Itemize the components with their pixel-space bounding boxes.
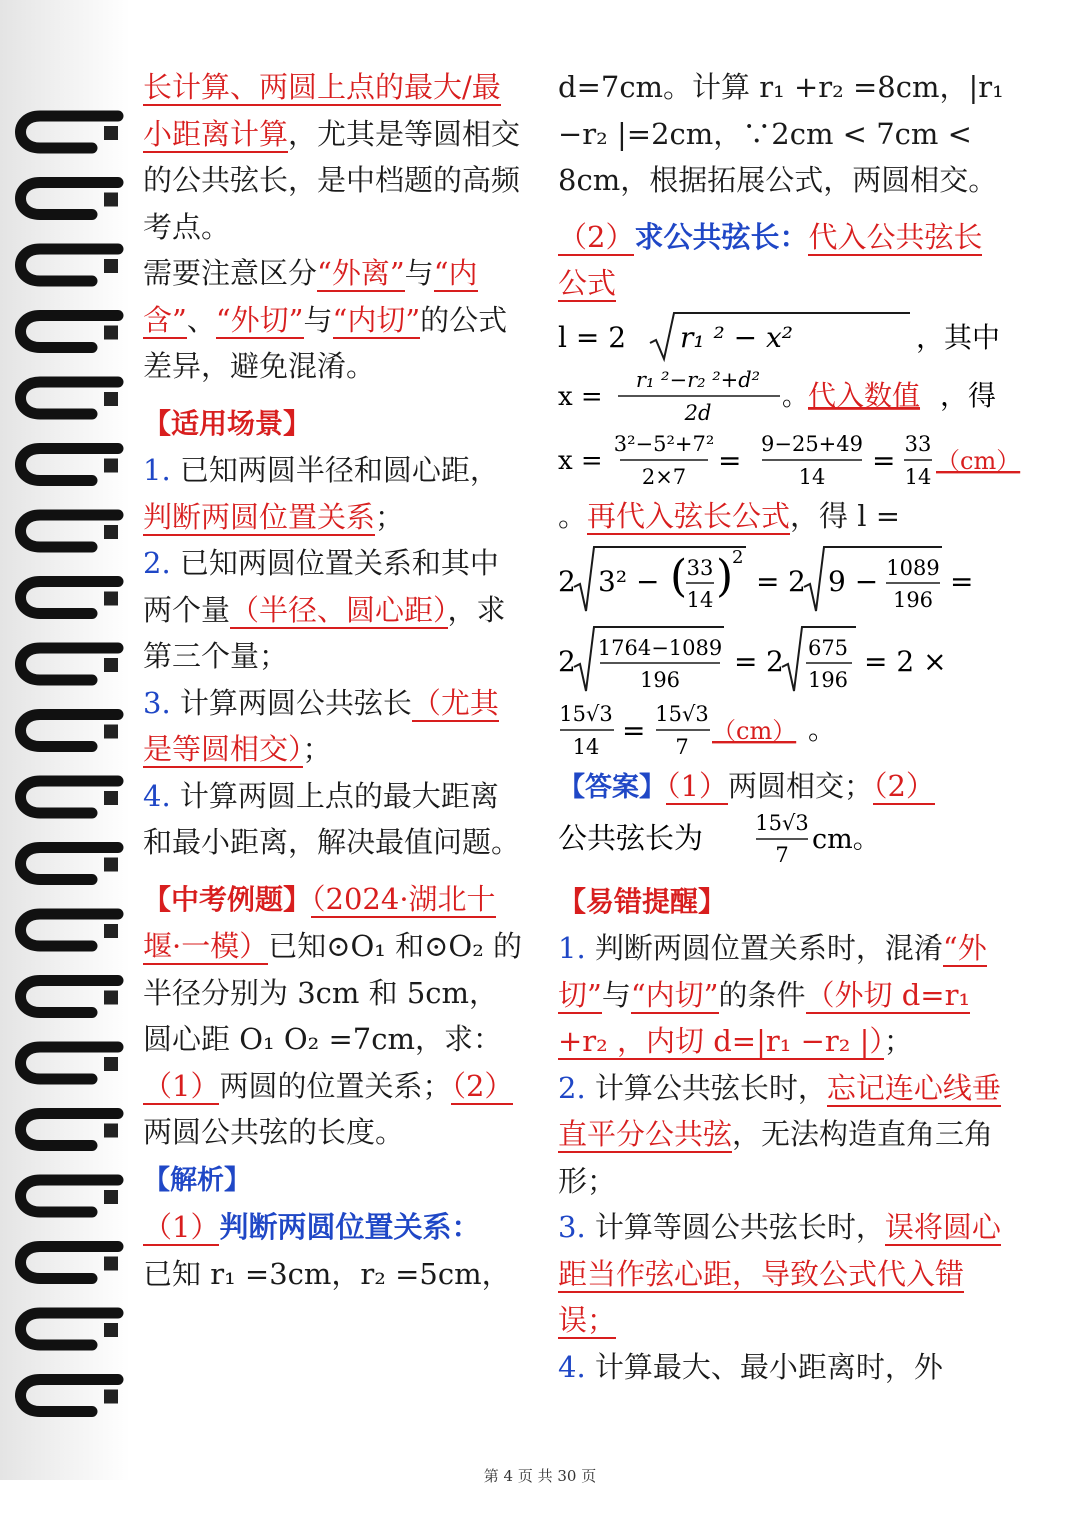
fraction-numerator: r₁ ²−r₂ ²+d²: [635, 367, 761, 392]
step2-title-line: [558, 214, 1010, 307]
mistake-item-3: [558, 1204, 1010, 1344]
text: 与: [601, 977, 631, 1012]
binding-hole: [104, 725, 118, 739]
step-marker: （1）: [143, 1210, 220, 1244]
binding-hole: [104, 326, 118, 340]
text: 已知两圆半径和圆心距，: [170, 453, 499, 487]
highlight: 代入公共弦长公式: [558, 219, 983, 300]
binding-hole: [104, 193, 118, 207]
binding-hole: [104, 1390, 118, 1404]
fraction-denominator: 2d: [684, 400, 712, 425]
equals-sign: =: [718, 443, 742, 477]
item-number: 4.: [143, 778, 171, 813]
equals-sign: =: [622, 714, 646, 747]
text: 计算两圆上点的最大距离和最小距离，解决最值问题。: [143, 778, 521, 859]
fraction-denominator: 14: [904, 464, 932, 489]
highlight: （尤其是等圆相交）: [143, 685, 499, 766]
binding-hole: [104, 459, 118, 473]
scenario-item-4: [143, 773, 523, 866]
fraction-numerator: 1089: [886, 556, 940, 580]
binding-hole: [104, 1190, 118, 1204]
text: 。: [558, 498, 588, 533]
highlight: 判断两圆位置关系: [143, 499, 376, 534]
fraction-numerator: 15√3: [755, 810, 809, 835]
highlight: （半径、圆心距）: [230, 592, 448, 627]
unit: （cm）: [936, 446, 1021, 475]
example-heading: 【中考例题】: [143, 882, 312, 916]
fraction-denominator: 14: [798, 464, 826, 489]
intro-rest: ，尤其是等圆相交的公共弦长，是中档题的高频考点。: [143, 116, 521, 244]
binding-hole: [104, 658, 118, 672]
spiral-ring: [21, 382, 119, 414]
scenarios-heading: 【适用场景】: [143, 406, 312, 440]
binding-hole: [104, 259, 118, 273]
item-number: 2.: [143, 546, 171, 580]
spiral-rings: [0, 0, 130, 1480]
left-column: [143, 64, 523, 1297]
times-expression: = 2 ×: [864, 645, 947, 678]
term-neiqie: “内切”: [332, 302, 421, 337]
spiral-ring: [21, 1247, 119, 1279]
binding-hole: [104, 126, 118, 140]
distinction-paragraph: [143, 250, 523, 390]
term-waiqie: “外切”: [215, 302, 304, 337]
text: 。: [808, 713, 837, 746]
term-neiqie: “内切”: [630, 977, 719, 1012]
text: 与: [303, 302, 333, 337]
answer-heading: 【答案】: [558, 772, 666, 803]
analysis-heading: 【解析】: [143, 1164, 251, 1196]
item-number: 1.: [143, 453, 171, 487]
formula-radicand: r₁ ² − x²: [680, 320, 794, 354]
binding-hole: [104, 791, 118, 805]
highlight: 代入数值: [808, 378, 921, 412]
spiral-ring: [21, 449, 119, 481]
text: 判断两圆位置关系时，混淆: [585, 931, 943, 965]
equals-sign: =: [734, 645, 758, 678]
fraction-denominator: 196: [892, 588, 934, 612]
unit: cm。: [812, 823, 880, 855]
example-source: （2024·湖北十堰·一模）: [143, 881, 496, 963]
mistakes-heading: 【易错提醒】: [558, 884, 727, 918]
spiral-ring: [21, 1047, 119, 1079]
text: 计算公共弦长时，: [585, 1070, 827, 1105]
text: 公共弦长为: [558, 820, 704, 855]
binding-hole: [104, 858, 118, 872]
paren-close: ): [716, 551, 734, 602]
text: 计算等圆公共弦长时，: [585, 1210, 885, 1244]
fraction-numerator: 9−25+49: [761, 431, 863, 456]
binding-hole: [104, 392, 118, 406]
spiral-ring: [21, 116, 119, 148]
text: 需要注意区分: [143, 256, 318, 290]
spiral-ring: [21, 781, 119, 813]
spiral-ring: [21, 582, 119, 614]
fraction-numerator: 3²−5²+7²: [613, 431, 715, 456]
text: 已知两圆位置关系和其中两个量: [143, 546, 499, 627]
question-marker: （2）: [451, 1068, 514, 1103]
text: 两圆公共弦的长度。: [143, 1115, 405, 1149]
text: 两圆相交；: [727, 769, 873, 803]
item-number: 3.: [143, 685, 171, 720]
spiral-ring: [21, 648, 119, 680]
fraction-denominator: 14: [686, 588, 714, 612]
mistake-item-2: [558, 1065, 1010, 1205]
text: ，得: [940, 378, 997, 412]
text: 、: [186, 302, 216, 337]
coefficient: 2: [766, 645, 784, 678]
unit: （cm）: [712, 717, 797, 745]
text: 两圆的位置关系；: [219, 1068, 452, 1103]
highlight: 误将圆心距当作弦心距，导致公式代入错误；: [558, 1210, 1001, 1337]
fraction-denominator: 2×7: [641, 464, 687, 489]
text: ，其中: [916, 320, 1001, 354]
fraction-denominator: 7: [775, 842, 789, 867]
chord-calc-line-1: [558, 539, 1010, 619]
formula-lhs: x =: [558, 445, 603, 476]
exponent: 2: [732, 547, 744, 568]
step1-title-line: [143, 1204, 523, 1251]
step1-continued: d=7cm。计算 r₁ +r₂ =8cm，|r₁ −r₂ |=2cm，∵2cm < 7cm < 8cm，根据拓展公式，两圆相交。: [558, 70, 1004, 197]
spiral-binding: [0, 0, 130, 1480]
spiral-ring: [21, 1114, 119, 1146]
fraction-numerator: 15√3: [655, 702, 709, 726]
mistake-item-1: [558, 925, 1010, 1065]
item-number: 4.: [558, 1349, 586, 1384]
fraction-numerator: 33: [904, 431, 932, 456]
spiral-ring: [21, 1180, 119, 1212]
scenario-item-1: [143, 447, 523, 540]
spiral-ring: [21, 715, 119, 747]
binding-hole: [104, 924, 118, 938]
item-number: 3.: [558, 1210, 586, 1244]
text: ，得 l =: [790, 498, 901, 533]
answer-line: [558, 763, 1010, 812]
text: ，无法构造直角三角形；: [558, 1117, 994, 1198]
intro-paragraph: [143, 64, 523, 250]
equals-sign: =: [950, 565, 974, 598]
answer-fraction-line: [558, 812, 1010, 868]
text: 的公式差异，避免混淆。: [143, 302, 508, 383]
binding-hole: [104, 1323, 118, 1337]
spiral-ring: [21, 1313, 119, 1345]
binding-hole: [104, 525, 118, 539]
equals-sign: =: [756, 565, 780, 598]
item-number: 2.: [558, 1070, 586, 1105]
example-paragraph: [143, 876, 523, 1156]
spiral-ring: [21, 249, 119, 281]
question-marker: （1）: [143, 1068, 220, 1103]
fraction-denominator: 7: [675, 735, 689, 759]
text: 已知⊙O₁ 和⊙O₂ 的半径分别为 3cm 和 5cm，圆心距 O₁ O₂ =7cm，求：: [143, 929, 523, 1056]
highlight: 忘记连心线垂直平分公共弦: [558, 1070, 1001, 1151]
text: 计算最大、最小距离时，外: [585, 1349, 943, 1384]
fraction-denominator: 196: [807, 668, 849, 692]
spiral-ring: [21, 515, 119, 547]
formula-lhs: x =: [558, 381, 603, 412]
coefficient: 2: [558, 645, 576, 678]
binding-hole: [104, 1257, 118, 1271]
binding-hole: [104, 1124, 118, 1138]
binding-hole: [104, 1057, 118, 1071]
text: ；: [883, 1024, 913, 1058]
fraction-numerator: 1764−1089: [597, 636, 723, 660]
term-neihan: “内含”: [143, 256, 478, 337]
binding-hole: [104, 991, 118, 1005]
substitute-line: [558, 493, 1010, 540]
step-marker: （2）: [558, 219, 635, 254]
mistake-item-4: [558, 1344, 1010, 1391]
highlight: 再代入弦长公式: [587, 498, 791, 533]
fraction-numerator: 675: [807, 636, 849, 660]
highlight: （外切 d=r₁ +r₂ ，内切 d=|r₁ −r₂ |）: [558, 977, 971, 1058]
right-column: [558, 64, 1021, 1390]
step-title: 判断两圆位置关系：: [219, 1210, 481, 1244]
paren-open: (: [670, 551, 688, 602]
intro-highlight: 长计算、两圆上点的最大/最小距离计算: [143, 70, 501, 151]
spiral-ring: [21, 914, 119, 946]
page-footer: 第 4 页 共 30 页: [483, 1467, 597, 1485]
fraction-denominator: 14: [572, 735, 600, 759]
spiral-ring: [21, 848, 119, 880]
x-formula: [558, 365, 1010, 429]
term-waili: “外离”: [317, 256, 405, 290]
radicand-part: 9 −: [828, 565, 879, 598]
x-value-calculation: [558, 429, 1021, 493]
spiral-ring: [21, 981, 119, 1013]
binding-hole: [104, 592, 118, 606]
step-title: 求公共弦长：: [634, 219, 809, 254]
coefficient: 2: [788, 565, 806, 598]
chord-calc-line-3: [558, 699, 1010, 763]
term-waiqie: “外切”: [558, 931, 987, 1012]
spiral-ring: [21, 183, 119, 215]
scenario-item-2: [143, 540, 523, 680]
text: 。: [782, 381, 809, 412]
fraction-denominator: 196: [639, 668, 681, 692]
text: ，求第三个量；: [143, 592, 506, 673]
radicand-part: 3² −: [598, 565, 660, 598]
coefficient: 2: [558, 565, 576, 598]
text: ；: [302, 732, 332, 766]
fraction-numerator: 15√3: [559, 702, 613, 726]
formula-lhs: l = 2: [558, 320, 627, 354]
text: 计算两圆公共弦长: [170, 685, 412, 720]
text: ；: [375, 499, 405, 534]
spiral-ring: [21, 316, 119, 348]
text: 与: [404, 256, 434, 290]
spiral-ring: [21, 1380, 119, 1412]
chord-length-formula: [558, 307, 1010, 365]
question-marker: （1）: [666, 769, 728, 803]
text: 的条件: [718, 977, 806, 1012]
fraction-numerator: 33: [686, 556, 714, 580]
question-marker: （2）: [872, 769, 935, 803]
step1-text: 已知 r₁ =3cm，r₂ =5cm，: [143, 1256, 511, 1291]
equals-sign: =: [872, 443, 896, 477]
chord-calc-line-2: [558, 619, 1010, 699]
item-number: 1.: [558, 931, 586, 965]
scenario-item-3: [143, 680, 523, 773]
